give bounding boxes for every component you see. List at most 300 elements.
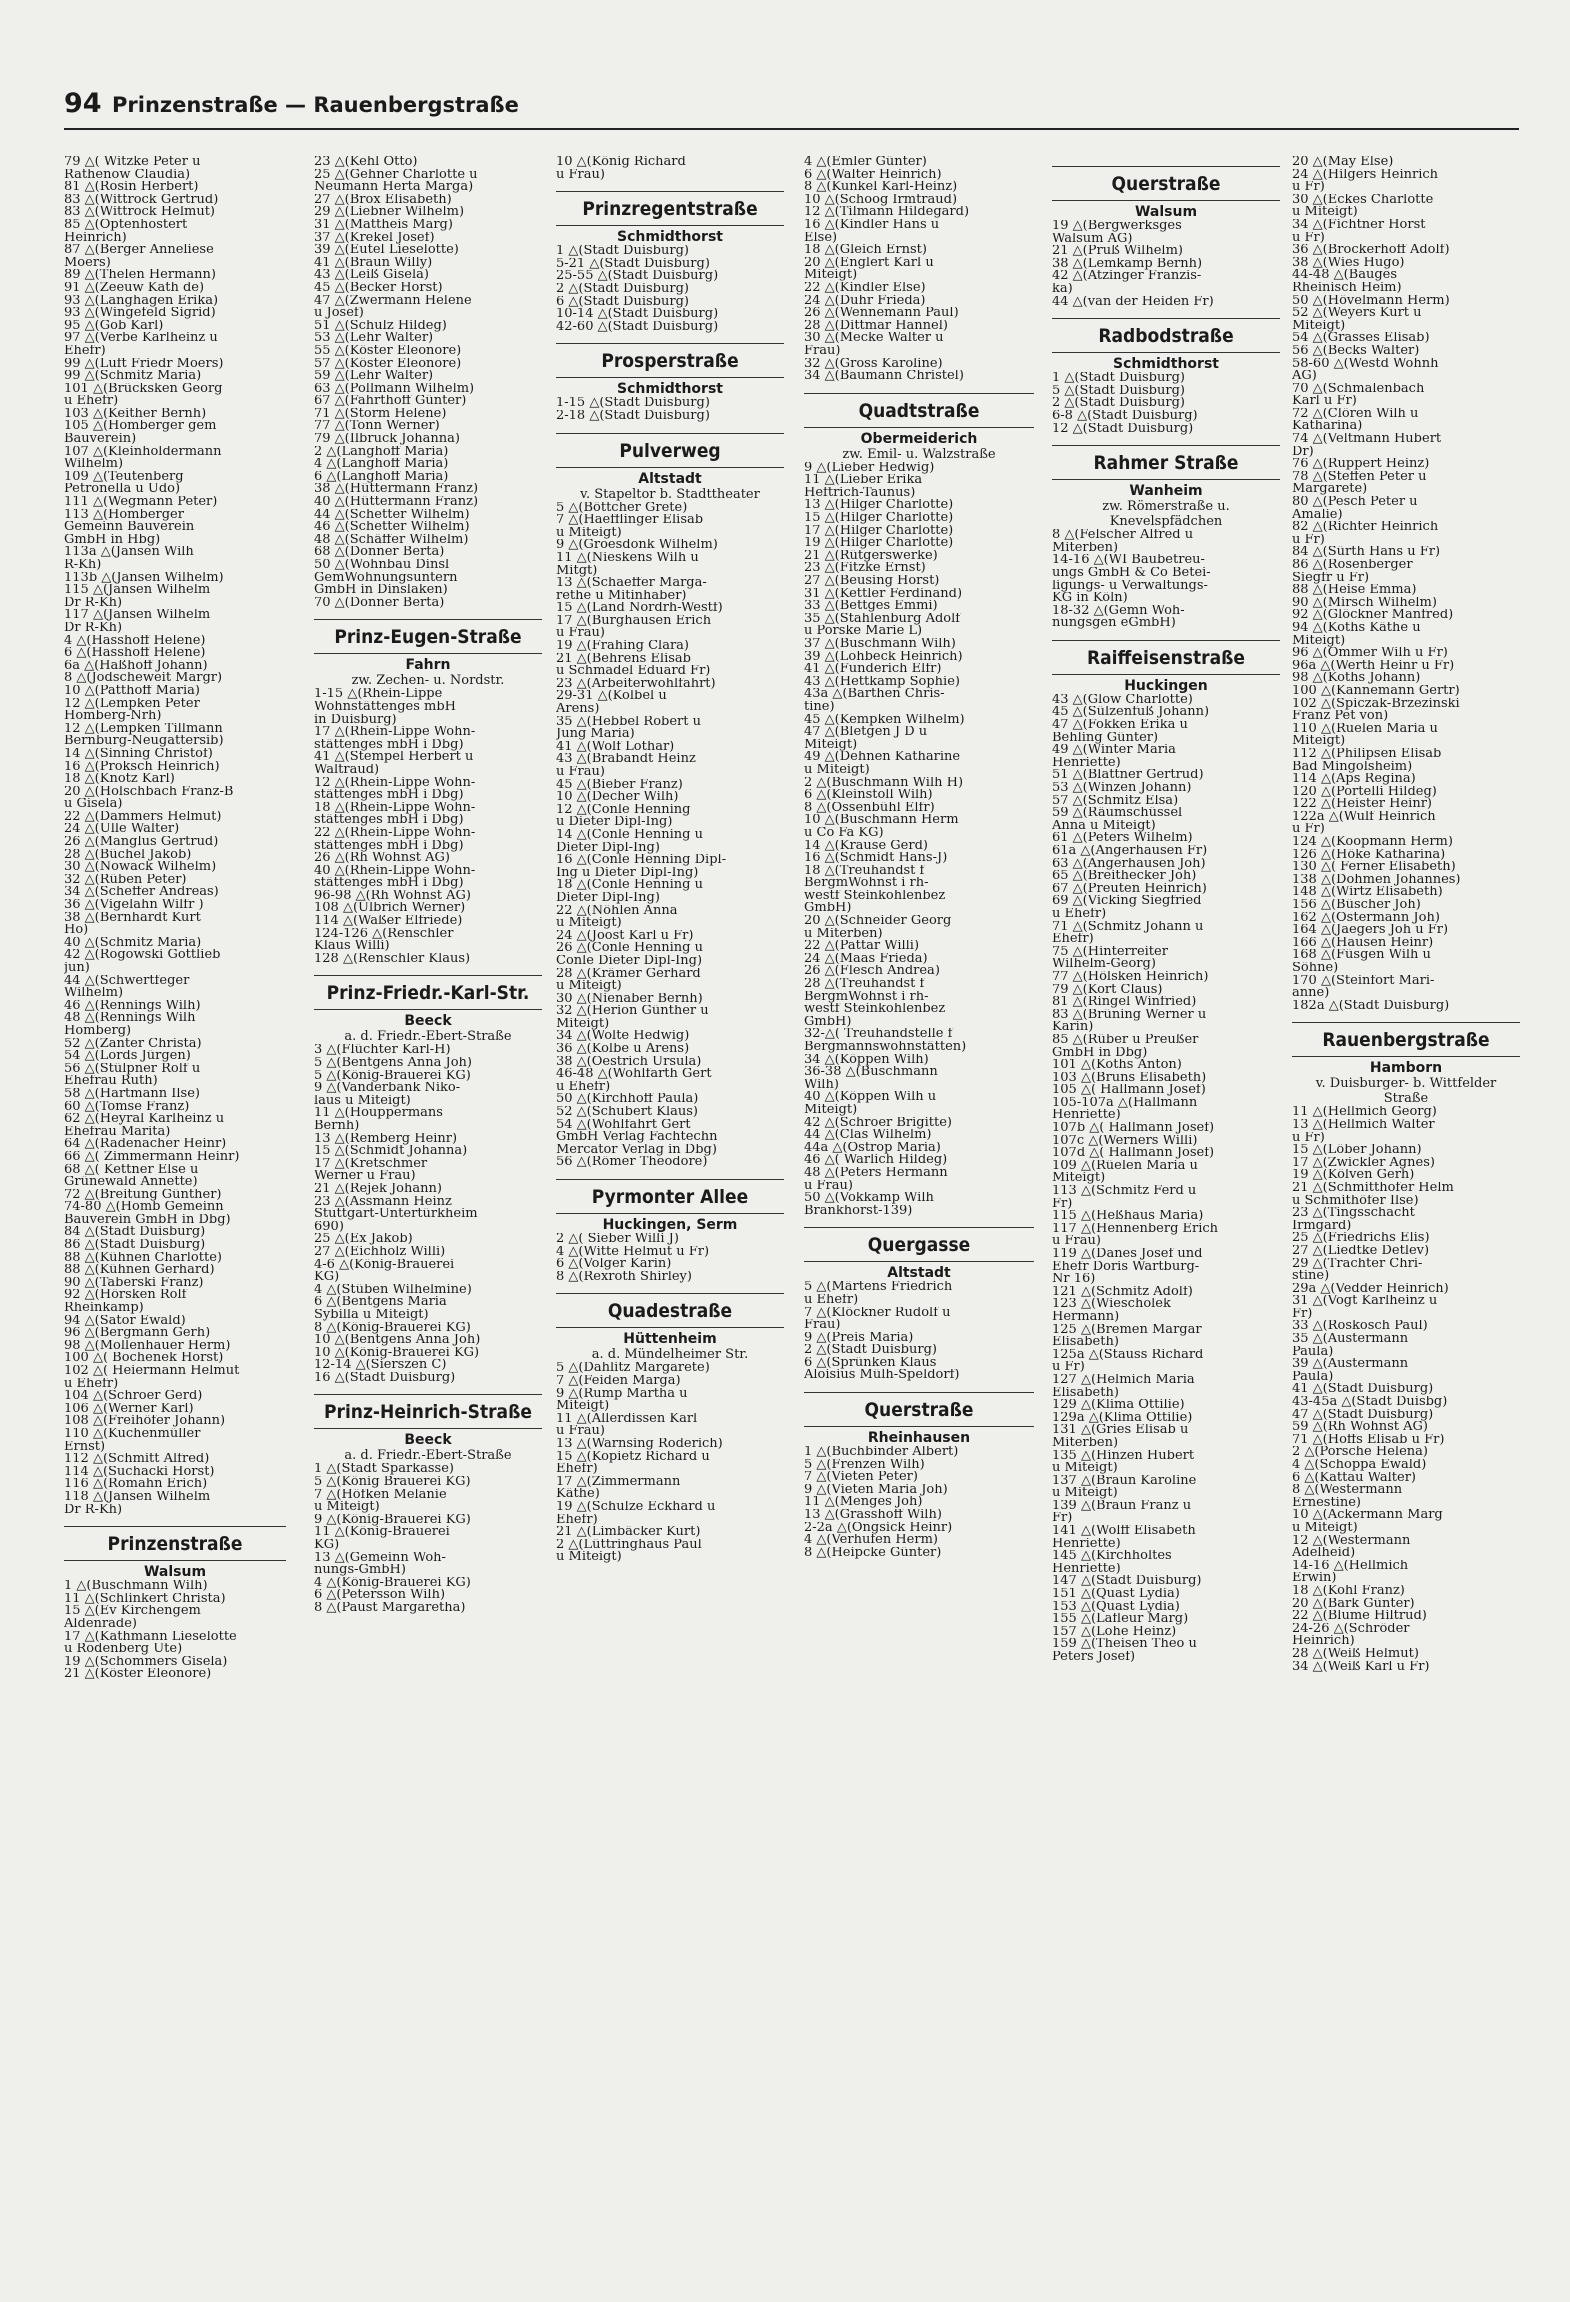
- entry-line: 90 △(Mirsch Wilhelm): [1292, 596, 1437, 610]
- entry-line: 1-15 △(Stadt Duisburg): [556, 397, 710, 410]
- entry-line: u Frau): [1052, 1235, 1101, 1248]
- entry-line: nungs-GmbH): [314, 1564, 406, 1577]
- entry-line: 83 △(Wittrock Gertrud): [64, 193, 219, 207]
- entry-line: Nr 16): [1052, 1273, 1096, 1286]
- entry-line: 54 △(Grasses Elisab): [1292, 332, 1430, 345]
- entry-line: GmbH in Dbg): [1052, 1046, 1148, 1060]
- entry-line: 5 △(König Brauerei KG): [314, 1476, 471, 1489]
- entry-line: 95 △(Gob Karl): [64, 319, 164, 333]
- entry-line: 43 △(Glow Charlotte): [1052, 693, 1193, 707]
- street-location: [1052, 678, 1280, 694]
- entry-line: 2 △(Lüttringhaus Paul: [556, 1538, 702, 1552]
- entry-line: 77 △(Hölsken Heinrich): [1052, 970, 1209, 984]
- entry-line: 59 △(Rh Wohnst AG): [1292, 1421, 1428, 1434]
- entry-line: 3 △(Flüchter Karl-H): [314, 1044, 451, 1058]
- entry-line: 44 △(Clas Wilhelm): [804, 1129, 932, 1142]
- entry-line: 118 △(Jansen Wilhelm: [64, 1490, 211, 1504]
- entry-line: 24-26 △(Schröder: [1292, 1622, 1410, 1636]
- entry-line: Ehefr): [556, 1513, 598, 1527]
- entry-line: u Miteigt): [556, 917, 622, 930]
- street-heading: [64, 1526, 286, 1561]
- entry-line: Fr): [1052, 1197, 1073, 1211]
- entry-line: 29a △(Vedder Heinrich): [1292, 1282, 1449, 1296]
- entry-line: Franz Pet von): [1292, 710, 1389, 723]
- entry-line: 28 △(Büchel Jakob): [64, 848, 192, 862]
- entry-line: 18 △(Knotz Karl): [64, 773, 175, 786]
- entry-line: u Miteigt): [1052, 1462, 1118, 1475]
- entry-line: 90 △(Taberski Franz): [64, 1276, 204, 1290]
- entry-line: westf Steinkohlenbez: [804, 889, 946, 903]
- entry-line: 9 △(Rump Martha u: [556, 1387, 688, 1401]
- district-name: Hüttenheim: [623, 1331, 717, 1348]
- entry-line: 19 △(Schulze Eckhard u: [556, 1500, 716, 1514]
- entry-line: 34 △(Fichtner Horst: [1292, 218, 1426, 232]
- entry-line: u Ehefr): [556, 1080, 611, 1094]
- street-section: [1292, 1022, 1520, 1673]
- entry-line: 39 △(Eutel Lieselotte): [314, 244, 459, 257]
- entry-line: 52 △(Zanter Christa): [64, 1037, 202, 1051]
- street-heading: [804, 1227, 1034, 1262]
- entry-line: 113a △(Jansen Wilh: [64, 546, 194, 559]
- entry-line: u Miteigt): [804, 763, 870, 777]
- district-name: Schmidthorst: [617, 381, 723, 398]
- street-section: [1052, 318, 1280, 435]
- entry-line: Wilhelm-Georg): [1052, 958, 1156, 971]
- entry-line: 83 △(Brüning Werner u: [1052, 1008, 1207, 1022]
- street-section: [314, 1394, 542, 1614]
- entry-line: 101 △(Brücksken Georg: [64, 382, 223, 396]
- entry-line: 22 △(Blume Hiltrud): [1292, 1610, 1427, 1623]
- entry-line: 55 △(Köster Eleonore): [314, 344, 462, 358]
- entry-line: 105 △( Hallmann Josef): [1052, 1084, 1206, 1097]
- entry-line: Mitgt): [556, 564, 598, 578]
- entry-line: 6 △(Hasshoff Helene): [64, 647, 206, 660]
- entry-line: 49 △(Winter Maria: [1052, 744, 1176, 757]
- entry-line: 14 △(Sinning Christof): [64, 747, 213, 761]
- entry-line: 124-126 △(Renschler: [314, 927, 454, 941]
- entry-line: 35 △(Stahlenburg Adolf: [804, 612, 961, 626]
- entry-line: 53 △(Winzen Johann): [1052, 782, 1192, 795]
- district-name: Beeck: [404, 1013, 452, 1030]
- column-1: [64, 156, 286, 2281]
- entry-line: 145 △(Kirchholtes: [1052, 1550, 1172, 1563]
- entry-line: 170 △(Steinfort Mari-: [1292, 974, 1435, 988]
- entry-line: 155 △(Lafleur Marg): [1052, 1613, 1189, 1626]
- entry-line: 51 △(Blattner Gertrud): [1052, 769, 1204, 783]
- entry-line: 74-80 △(Homb Gemeinn: [64, 1201, 224, 1214]
- entry-line: 76 △(Ruppert Heinz): [1292, 458, 1430, 471]
- entry-line: Wilhelm): [64, 458, 124, 471]
- entry-line: 117 △(Jansen Wilhelm: [64, 609, 211, 622]
- entry-line: rethe u Mitinhaber): [556, 589, 687, 603]
- entry-line: 34 △(Wolte Hedwig): [556, 1030, 690, 1044]
- entry-line: 31 △(Vogt Karlheinz u: [1292, 1295, 1438, 1308]
- entry-line: 37 △(Buschmann Wilh): [804, 638, 956, 651]
- entry-line: 103 △(Bruns Elisabeth): [1052, 1071, 1207, 1085]
- entry-line: 69 △(Vicking Siegfried: [1052, 895, 1202, 908]
- entry-line: 53 △(Lehr Walter): [314, 332, 434, 345]
- street-location: [804, 1430, 1034, 1446]
- entry-line: 11 △(Houppermans: [314, 1107, 443, 1120]
- entry-line: 46 △(Schetter Wilhelm): [314, 521, 470, 534]
- entry-line: 30 △(Nowack Wilhelm): [64, 861, 217, 874]
- entry-line: Aloisius Mülh-Speldorf): [804, 1369, 960, 1383]
- location-note: zw. Römerstraße u. Knevelspfädchen: [1102, 499, 1230, 530]
- entry-line: 151 △(Quast Lydia): [1052, 1588, 1180, 1601]
- page-title: Prinzenstraße — Rauenbergstraße: [112, 93, 519, 117]
- entry-line: 31 △(Kettler Ferdinand): [804, 587, 963, 601]
- entry-line: stättenges mbH i Dbg): [314, 839, 464, 853]
- entry-line: 115 △(Heßhaus Maria): [1052, 1210, 1204, 1223]
- entry-line: 10 △(Schoog Irmtraud): [804, 193, 958, 207]
- entry-line: 13 △(Gemeinn Woh-: [314, 1551, 446, 1565]
- entry-line: 29 △(Liebner Wilhelm): [314, 206, 465, 219]
- entry-line: Else): [804, 231, 838, 245]
- entry-line: u Miteigt): [1052, 1487, 1118, 1500]
- entry-line: 41 △(Stadt Duisburg): [1292, 1383, 1434, 1397]
- entry-line: 182a △(Stadt Duisburg): [1292, 999, 1450, 1013]
- entry-line: KG in Köln): [1052, 592, 1128, 605]
- entry-line: 10 △(Patthoff Maria): [64, 684, 200, 698]
- entry-line: 17 △(Kretschmer: [314, 1157, 428, 1171]
- entry-line: 77 △(Tonn Werner): [314, 420, 440, 434]
- entry-line: 159 △(Theisen Theo u: [1052, 1638, 1197, 1651]
- entry-line: 8 △(Paust Margaretha): [314, 1602, 466, 1615]
- location-note: a. d. Friedr.-Ebert-Straße: [344, 1448, 512, 1464]
- entry-line: 81 △(Ringel Winfried): [1052, 996, 1197, 1009]
- street-name: Pulverweg: [619, 439, 721, 462]
- street-name: Prosperstraße: [601, 350, 739, 373]
- entry-line: 12 △(Westermann: [1292, 1534, 1411, 1548]
- entry-line: 20 △(May Else): [1292, 156, 1394, 169]
- location-note: a. d. Mündelheimer Str.: [591, 1347, 749, 1363]
- entry-line: ligungs- u Verwaltungs-: [1052, 579, 1208, 593]
- entry-line: Ing u Dieter Dipl-Ing): [556, 866, 699, 880]
- entry-line: 5 △(Böttcher Grete): [556, 501, 688, 515]
- entry-line: 6-8 △(Stadt Duisburg): [1052, 409, 1198, 423]
- entry-line: 21 △(Rejek Johann): [314, 1182, 442, 1196]
- entry-line: 1 △(Stadt Sparkasse): [314, 1463, 454, 1477]
- entry-line: 82 △(Richter Heinrich: [1292, 521, 1439, 534]
- entry-line: u Ehefr): [64, 395, 119, 408]
- entry-line: 18 △(Conle Henning u: [556, 879, 704, 892]
- entry-line: Sybilla u Miteigt): [314, 1308, 429, 1322]
- entry-line: 43a △(Barthen Chris-: [804, 688, 945, 701]
- entry-line: 18-32 △(Gemn Woh-: [1052, 604, 1185, 618]
- entry-line: 43 △(Hettkamp Sophie): [804, 675, 960, 689]
- entry-line: Peters Josef): [1052, 1651, 1136, 1664]
- entry-line: 112 △(Philipsen Elisab: [1292, 747, 1442, 761]
- entry-line: ka): [1052, 282, 1073, 296]
- entry-line: 19 △(Kölven Gerh): [1292, 1169, 1415, 1182]
- entry-line: 1 △(Stadt Duisburg): [1052, 372, 1185, 385]
- entry-line: Rathenow Claudia): [64, 168, 191, 182]
- entry-line: Henriette): [1052, 756, 1121, 770]
- entry-line: 71 △(Schmitz Johann u: [1052, 920, 1204, 934]
- entry-line: AG): [1292, 370, 1317, 383]
- location-note: zw. Emil- u. Walzstraße: [842, 446, 996, 462]
- entry-line: Adelheid): [1292, 1547, 1356, 1560]
- entry-line: 58-60 △(Westd Wohnh: [1292, 357, 1439, 371]
- entry-line: 124 △(Koopmann Herm): [1292, 836, 1453, 849]
- entry-line: jun): [64, 962, 90, 975]
- entry-line: 41 △(Stempel Herbert u: [314, 751, 474, 764]
- entry-line: 17 △(Burghausen Erich: [556, 614, 712, 628]
- entry-line: u Josef): [314, 307, 364, 320]
- entry-line: 108 △(Ulbrich Werner): [314, 902, 466, 916]
- entry-line: Ho): [64, 924, 89, 937]
- entry-line: 38 △(Lemkamp Bernh): [1052, 257, 1203, 271]
- entry-line: Karl u Fr): [1292, 395, 1357, 408]
- entry-line: u Ehefr): [804, 1293, 859, 1307]
- street-location: [1052, 356, 1280, 372]
- entry-line: 20 △(Holschbach Franz-B: [64, 785, 234, 799]
- entry-line: u Schmadel Eduard Fr): [556, 665, 711, 678]
- entry-line: u Frau): [556, 168, 605, 182]
- entry-line: 1 △(Buschmann Wilh): [64, 1580, 208, 1593]
- district-name: Altstadt: [638, 470, 702, 487]
- entry-line: 8 △(Kunkel Karl-Heinz): [804, 181, 958, 194]
- entry-line: 96-98 △(Rh Wohnst AG): [314, 889, 471, 903]
- entry-line: 34 △(Baumann Christel): [804, 370, 964, 383]
- district-name: Beeck: [404, 1432, 452, 1449]
- entry-line: 19 △(Schommers Gisela): [64, 1655, 228, 1669]
- entry-line: Ehefrau Ruth): [64, 1075, 158, 1088]
- entry-line: u Porske Marie L): [804, 625, 923, 638]
- entry-line: 34 △(Köppen Wilh): [804, 1053, 929, 1067]
- entry-line: 59 △(Räumschüssel: [1052, 807, 1183, 820]
- entry-line: 81 △(Rosin Herbert): [64, 181, 199, 194]
- entry-line: Elisabeth): [1052, 1336, 1119, 1349]
- entry-line: u Frau): [556, 766, 605, 779]
- entry-line: 108 △(Freihöfer Johann): [64, 1415, 226, 1428]
- street-name: Prinzenstraße: [107, 1533, 243, 1556]
- entry-line: 162 △(Ostermann Joh): [1292, 911, 1440, 925]
- entry-line: Jung Maria): [556, 728, 635, 741]
- entry-line: Elisabeth): [1052, 1386, 1119, 1400]
- entry-line: Bauverein): [64, 433, 137, 446]
- street-name: Querstraße: [1111, 173, 1221, 195]
- entry-line: 107b △( Hallmann Josef): [1052, 1122, 1215, 1135]
- entry-line: 10 △(Ackermann Marg: [1292, 1509, 1443, 1522]
- entry-line: 128 △(Renschler Klaus): [314, 952, 471, 966]
- entry-line: 120 △(Portelli Hildeg): [1292, 785, 1437, 799]
- entry-line: in Duisburg): [314, 713, 397, 727]
- entry-line: 64 △(Radenacher Heinr): [64, 1138, 227, 1151]
- entry-line: 38 △(Wies Hugo): [1292, 256, 1405, 270]
- entry-line: 156 △(Büscher Joh): [1292, 899, 1421, 912]
- entry-line: 111 △(Wegmann Peter): [64, 496, 218, 509]
- entry-line: 14 △(Krause Gerd): [804, 839, 928, 853]
- entry-line: 103 △(Keither Bernh): [64, 407, 207, 421]
- entry-line: 43 △(Leiß Gisela): [314, 269, 429, 282]
- entry-line: 16 △(Kindler Hans u: [804, 218, 940, 232]
- district-name: Wanheim: [1129, 483, 1203, 500]
- entry-line: 8 △(Jodscheweit Margr): [64, 672, 223, 685]
- entry-line: 67 △(Fahrthoff Günter): [314, 395, 467, 408]
- entry-line: 11 △(König-Brauerei: [314, 1526, 450, 1540]
- entry-line: 58 △(Hartmann Ilse): [64, 1087, 200, 1101]
- street-section: [556, 343, 784, 422]
- entry-line: 104 △(Schroer Gerd): [64, 1390, 203, 1403]
- entry-line: 105 △(Homberger gem: [64, 420, 217, 434]
- entry-line: 25 △(Friedrichs Elis): [1292, 1232, 1430, 1245]
- district-name: Huckingen, Serm: [602, 1217, 738, 1233]
- street-heading: [1052, 166, 1280, 201]
- entry-line: Behling Günter): [1052, 731, 1159, 745]
- street-section: [804, 1227, 1034, 1382]
- entry-line: 63 △(Angerhausen Joh): [1052, 857, 1206, 871]
- entry-line: 123 △(Wiescholek: [1052, 1298, 1171, 1311]
- street-name: Prinz-Eugen-Straße: [334, 626, 522, 649]
- entry-line: 9 △(Lieber Hedwig): [804, 461, 935, 475]
- entry-line: Aldenrade): [64, 1617, 137, 1631]
- entry-line: u Gisela): [64, 798, 123, 811]
- entry-line: 22 △(Rhein-Lippe Wohn-: [314, 826, 476, 840]
- street-name: Querstraße: [864, 1399, 974, 1422]
- entry-line: 28 △(Treuhandst f: [804, 978, 925, 991]
- entry-line: 23 △(Assmann Heinz: [314, 1195, 452, 1209]
- entry-line: 9 △(Preis Maria): [804, 1331, 914, 1345]
- entry-line: Henriette): [1052, 1537, 1121, 1551]
- entry-line: 75 △(Hinterreiter: [1052, 945, 1168, 959]
- entry-line: 5 △(Märtens Friedrich: [804, 1281, 953, 1294]
- entry-line: 22 △(Nöhlen Anna: [556, 904, 678, 918]
- entry-line: 89 △(Thelen Hermann): [64, 269, 216, 282]
- entry-line: 45 △(Kempken Wilhelm): [804, 713, 965, 727]
- entry-line: Moers): [64, 256, 111, 270]
- entry-line: 2-18 △(Stadt Duisburg): [556, 409, 710, 423]
- entry-line: Käthe): [556, 1488, 600, 1501]
- entry-line: 5 △(Frenzen Wilh): [804, 1458, 925, 1472]
- entry-line: u Miteigt): [556, 526, 622, 540]
- entry-line: 49 △(Dehnen Katharine: [804, 751, 961, 764]
- street-location: [1052, 483, 1280, 529]
- entry-line: 16 △(Stadt Duisburg): [314, 1371, 456, 1385]
- listing-continuation: [804, 156, 1034, 383]
- entry-line: Dieter Dipl-Ing): [556, 841, 660, 855]
- entry-line: 7 △(Höfken Melanie: [314, 1488, 447, 1502]
- entry-line: Paula): [1292, 1370, 1334, 1384]
- district-name: Obermeiderich: [860, 430, 978, 447]
- street-name: Prinzregentstraße: [582, 198, 758, 221]
- entry-line: u Miterben): [804, 927, 883, 941]
- entry-line: 13 △(Warnsing Roderich): [556, 1437, 723, 1451]
- entry-line: 129a △(Klima Ottilie): [1052, 1411, 1193, 1425]
- entry-line: 4-6 △(König-Brauerei: [314, 1258, 455, 1272]
- entry-line: 50 △(Hövelmann Herm): [1292, 294, 1450, 308]
- street-name: Quadestraße: [607, 1300, 733, 1323]
- entry-line: 88 △(Kühnen Gerhard): [64, 1264, 215, 1277]
- entry-line: 4 △(König-Brauerei KG): [314, 1576, 471, 1590]
- entry-line: 63 △(Pollmann Wilhelm): [314, 382, 475, 396]
- entry-line: u Miteigt): [1292, 206, 1358, 219]
- entry-line: 66 △( Zimmermann Heinr): [64, 1150, 240, 1164]
- entry-line: Gemeinn Bauverein: [64, 521, 195, 534]
- entry-line: 26 △(Manglus Gertrud): [64, 836, 219, 849]
- entry-line: stine): [1292, 1270, 1330, 1283]
- street-name: Rahmer Straße: [1093, 452, 1239, 475]
- entry-line: 2 △(Langhoff Maria): [314, 445, 449, 459]
- entry-line: 96 △(Bergmann Gerh): [64, 1327, 211, 1340]
- entry-line: 52 △(Schubert Klaus): [556, 1106, 698, 1119]
- entry-line: 61a △(Angerhausen Fr): [1052, 845, 1208, 858]
- street-section: [314, 975, 542, 1384]
- entry-line: 92 △(Hörsken Rolf: [64, 1289, 187, 1303]
- street-section: [804, 1392, 1034, 1559]
- entry-line: Wohnstättenges mbH: [314, 700, 457, 714]
- entry-line: 10 △(Buschmann Herm: [804, 814, 959, 827]
- entry-line: 71 △(Storm Helene): [314, 407, 447, 421]
- entry-line: Homberg): [64, 1024, 132, 1038]
- entry-line: Bergmannswohnstätten): [804, 1041, 967, 1054]
- entry-line: u Fr): [1292, 181, 1325, 194]
- entry-line: 21 △(Rütgerswerke): [804, 549, 938, 563]
- entry-line: 86 △(Rosenberger: [1292, 559, 1413, 572]
- entry-line: 12 △(Stadt Duisburg): [1052, 422, 1194, 436]
- entry-line: 44 △(van der Heiden Fr): [1052, 295, 1214, 309]
- entry-line: Arens): [556, 703, 600, 716]
- entry-line: 109 △(Teutenberg: [64, 470, 184, 484]
- entry-line: 45 △(Bieber Franz): [556, 778, 683, 792]
- entry-line: 25 △(Ex Jakob): [314, 1233, 413, 1246]
- entry-line: 78 △(Steffen Peter u: [1292, 470, 1427, 484]
- entry-line: u Miteigt): [314, 1501, 380, 1514]
- entry-line: 32 △(Herion Günther u: [556, 1005, 709, 1018]
- entry-line: 11 △(Menges Joh): [804, 1496, 923, 1510]
- entry-line: 41 △(Braun Willy): [314, 256, 433, 270]
- street-heading: [804, 1392, 1034, 1427]
- entry-line: 153 △(Quast Lydia): [1052, 1600, 1180, 1614]
- entry-line: 107d △( Hallmann Josef): [1052, 1147, 1215, 1160]
- entry-line: 148 △(Wirtz Elisabeth): [1292, 886, 1443, 900]
- entry-line: 24 △(Maas Frieda): [804, 952, 928, 966]
- entry-line: 8 △(König-Brauerei KG): [314, 1321, 471, 1335]
- district-name: Hamborn: [1369, 1060, 1443, 1077]
- entry-line: u Dieter Dipl-Ing): [556, 816, 673, 829]
- entry-line: Mercator Verlag in Dbg): [556, 1143, 717, 1157]
- street-section: [314, 619, 542, 965]
- entry-line: 17 △(Zwickler Agnes): [1292, 1156, 1435, 1170]
- column-4: [804, 156, 1034, 2281]
- entry-line: 13 △(Schaeffer Marga-: [556, 577, 707, 590]
- entry-line: 32 △(Rüben Peter): [64, 873, 187, 887]
- location-note: a. d. Friedr.-Ebert-Straße: [344, 1029, 512, 1045]
- entry-line: 129 △(Klima Ottilie): [1052, 1399, 1185, 1412]
- entry-line: 67 △(Preuten Heinrich): [1052, 882, 1207, 896]
- entry-line: 40 △(Schmitz Maria): [64, 936, 202, 950]
- entry-line: 127 △(Helmich Maria: [1052, 1373, 1195, 1387]
- entry-line: 79 △(Ilbruck Johanna): [314, 433, 460, 446]
- street-location: [804, 1265, 1034, 1281]
- entry-line: 125 △(Bremen Margar: [1052, 1323, 1202, 1337]
- entry-line: Karin): [1052, 1021, 1094, 1034]
- district-name: Altstadt: [887, 1265, 951, 1282]
- entry-line: 94 △(Sator Ewald): [64, 1314, 186, 1328]
- entry-line: 15 △(Schmidt Johanna): [314, 1145, 468, 1158]
- entry-line: 16 △(Conle Henning Dipl-: [556, 854, 727, 867]
- entry-line: 2 △(Stadt Duisburg): [1052, 397, 1185, 410]
- entry-line: 26 △(Conle Henning u: [556, 942, 704, 955]
- entry-line: 2-2a △(Ongsick Heinr): [804, 1521, 953, 1535]
- entry-line: 46 △(Rennings Wilh): [64, 999, 201, 1013]
- entry-line: 71 △(Hoffs Elisab u Fr): [1292, 1433, 1445, 1447]
- entry-line: GmbH in Dinslaken): [314, 584, 448, 597]
- entry-line: 15 △(Löber Johann): [1292, 1144, 1422, 1157]
- entry-line: 92 △(Glöckner Manfred): [1292, 609, 1454, 622]
- entry-line: 122 △(Heister Heinr): [1292, 798, 1432, 811]
- entry-line: 45 △(Sülzenfuß Johann): [1052, 706, 1210, 720]
